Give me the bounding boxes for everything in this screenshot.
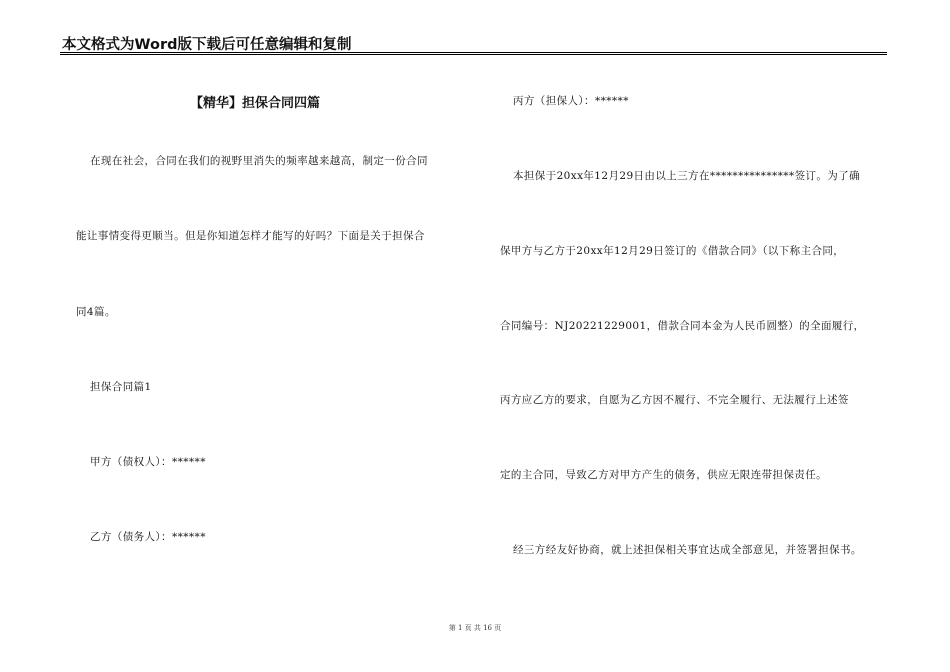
paragraph-line: 在现在社会，合同在我们的视野里消失的频率越来越高，制定一份合同 [90, 155, 428, 167]
paragraph-line: 保甲方与乙方于20xx年12月29日签订的《借款合同》（以下称主合同， [500, 245, 845, 257]
party-line: 乙方（债务人）：****** [90, 531, 206, 543]
paragraph-line: 定的主合同，导致乙方对甲方产生的债务，供应无限连带担保责任。 [500, 469, 827, 481]
section-heading: 担保合同篇1 [90, 381, 152, 393]
page-number: 第 1 页 共 16 页 [448, 624, 502, 632]
paragraph-line: 同4篇。 [76, 306, 116, 318]
party-line: 丙方（担保人）：****** [513, 95, 629, 107]
header-divider [60, 52, 887, 55]
paragraph-line: 丙方应乙方的要求，自愿为乙方因不履行、不完全履行、无法履行上述签 [500, 394, 849, 406]
paragraph-line: 经三方经友好协商，就上述担保相关事宜达成全部意见，并签署担保书。 [513, 544, 862, 556]
paragraph-line: 能让事情变得更顺当。但是你知道怎样才能写的好吗？下面是关于担保合 [76, 230, 425, 242]
document-title: 【精华】担保合同四篇 [190, 96, 321, 111]
party-line: 甲方（债权人）：****** [90, 456, 206, 468]
document-header: 本文格式为Word版下载后可任意编辑和复制 [62, 37, 352, 53]
paragraph-line: 合同编号：NJ20221229001，借款合同本金为人民币圆整）的全面履行， [500, 320, 865, 332]
paragraph-line: 本担保于20xx年12月29日由以上三方在***************签订。为了确 [513, 170, 860, 182]
